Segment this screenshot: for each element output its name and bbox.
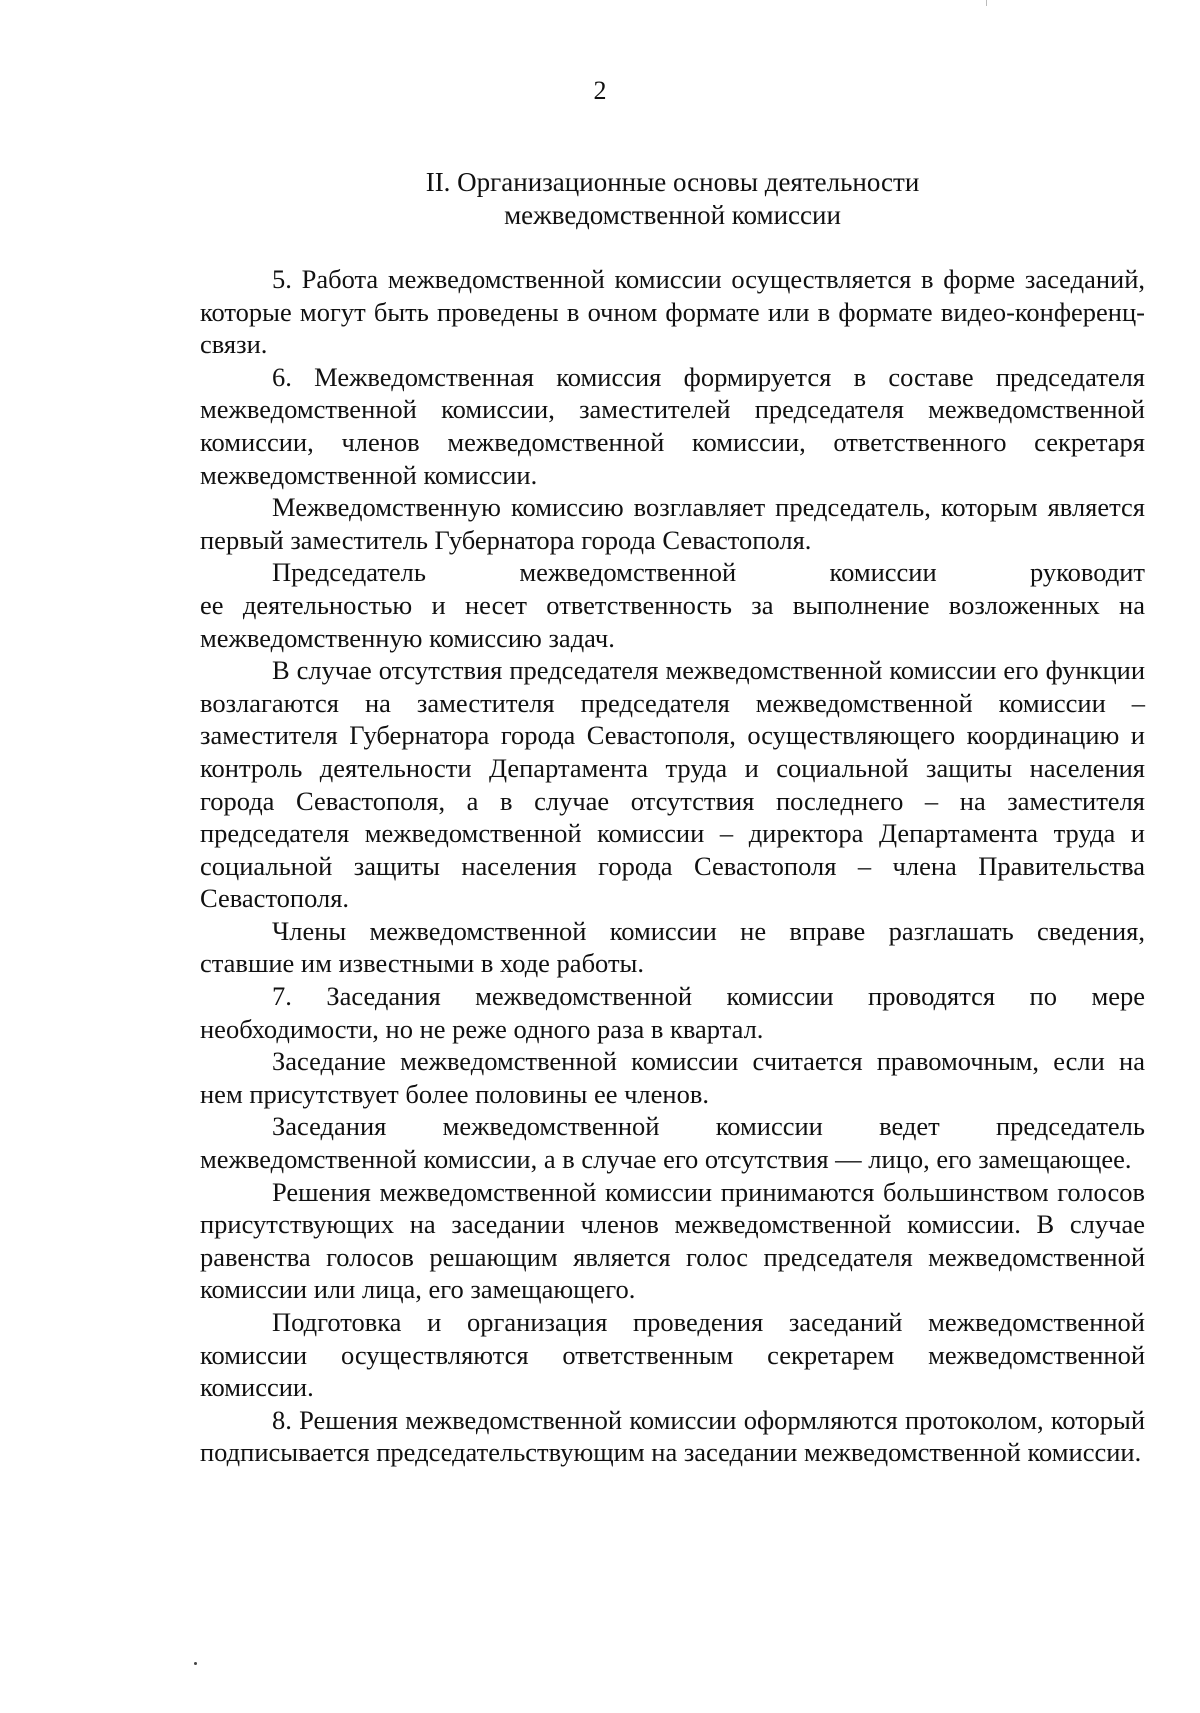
paragraph-absence: В случае отсутствия председателя межведомственной комиссии его функции возлагаются на заместителя председателя межведомственной комиссии – заместителя Губернатора города Севастополя, осуществляющего координацию и контроль деятельности Департамента труда и социальной защиты населения города Севастополя, а в случае отсутствия последнего – на заместителя председателя межведомственной комиссии – директора Департамента труда и социальной защиты населения города Севастополя – члена Правительства Севастополя.: [200, 655, 1145, 914]
paragraph-meeting-chair: Заседания межведомственной комиссии ведет председатель межведомственной комиссии, а в случае его отсутствия — лицо, его замещающее.: [200, 1111, 1145, 1175]
paragraph-7: 7. Заседания межведомственной комиссии проводятся по мере необходимости, но не реже одного раза в квартал.: [200, 981, 1145, 1044]
scan-edge-mark: [986, 0, 987, 6]
paragraph-preparation: Подготовка и организация проведения заседаний межведомственной комиссии осуществляются ответственным секретарем межведомственной комиссии.: [200, 1307, 1145, 1403]
paragraph-decisions: Решения межведомственной комиссии принимаются большинством голосов присутствующих на заседании членов межведомственной комиссии. В случае равенства голосов решающим является голос председателя межведомственной комиссии или лица, его замещающего.: [200, 1176, 1145, 1305]
paragraph-quorum: Заседание межведомственной комиссии считается правомочным, если на нем присутствует более половины ее членов.: [200, 1046, 1145, 1109]
paragraph-chairman: Межведомственную комиссию возглавляет председатель, которым является первый заместитель Губернатора города Севастополя.: [200, 492, 1145, 555]
section-heading-line-2: межведомственной комиссии: [504, 200, 841, 230]
document-body: [200, 263, 1145, 1469]
paragraph-5: 5. Работа межведомственной комиссии осуществляется в форме заседаний, которые могут быть проведены в очном формате или в формате видео-конференц-связи.: [200, 264, 1145, 360]
paragraph-chairman-leads: Председатель межведомственной комиссии руководит: [272, 557, 1145, 588]
scan-speck: [194, 1662, 197, 1665]
section-heading: [200, 166, 1145, 232]
section-heading-line-1: II. Организационные основы деятельности: [425, 167, 920, 197]
paragraph-chairman-responsibility: ее деятельностью и несет ответственность за выполнение возложенных на межведомственную комиссию задач.: [200, 589, 1145, 653]
paragraph-8: 8. Решения межведомственной комиссии оформляются протоколом, который подписывается председательствующим на заседании межведомственной комиссии.: [200, 1404, 1145, 1468]
page-number: 2: [593, 76, 607, 105]
paragraph-confidentiality: Члены межведомственной комиссии не вправе разглашать сведения, ставшие им известными в ходе работы.: [200, 915, 1145, 979]
paragraph-6: 6. Межведомственная комиссия формируется в составе председателя межведомственной комиссии, заместителей председателя межведомственной комиссии, членов межведомственной комиссии, ответственного секретаря межведомственной комиссии.: [200, 361, 1145, 490]
